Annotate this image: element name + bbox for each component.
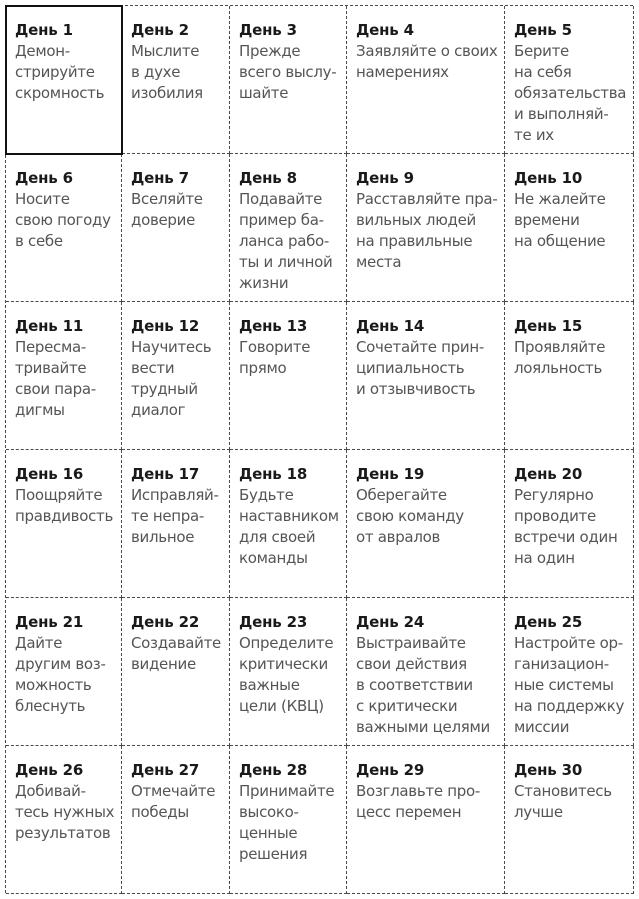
day-cell[interactable]	[230, 746, 347, 894]
day-task-text: Сочетайте прин- ципиальность и отзывчивость	[356, 338, 484, 398]
day-cell[interactable]	[6, 302, 122, 450]
day-label: День 18	[239, 465, 308, 483]
day-label: День 5	[514, 21, 572, 39]
day-label: День 25	[514, 613, 583, 631]
day-task-text: Отмечайте победы	[131, 782, 216, 821]
day-label: День 7	[131, 169, 189, 187]
day-task-text: Подавайте пример ба- ланса рабо- ты и личной жизни	[239, 190, 333, 292]
day-cell[interactable]	[347, 154, 505, 302]
day-cell[interactable]	[505, 302, 634, 450]
day-task-text: Регулярно проводите встречи один на один	[514, 486, 618, 567]
day-task-text: Расставляйте пра- вильных людей на правильные места	[356, 190, 498, 271]
day-cell[interactable]	[505, 154, 634, 302]
day-cell[interactable]	[505, 450, 634, 598]
day-cell[interactable]	[6, 154, 122, 302]
day-label: День 1	[15, 21, 73, 39]
day-task-text: Поощряйте правдивость	[15, 486, 114, 525]
day-task-text: Определите критически важные цели (КВЦ)	[239, 634, 334, 715]
day-label: День 10	[514, 169, 583, 187]
day-cell[interactable]	[230, 598, 347, 746]
day-label: День 15	[514, 317, 583, 335]
day-cell[interactable]	[122, 6, 230, 154]
day-task-text: Выстраивайте свои действия в соответствии с критически важными целями	[356, 634, 490, 736]
day-cell[interactable]	[122, 450, 230, 598]
day-task-text: Не жалейте времени на общение	[514, 190, 606, 250]
day-cell[interactable]	[6, 450, 122, 598]
day-label: День 19	[356, 465, 425, 483]
day-task-text: Настройте ор- ганизацион- ные системы на поддержку миссии	[514, 634, 625, 736]
day-task-text: Вселяйте доверие	[131, 190, 203, 229]
day-cell[interactable]	[122, 598, 230, 746]
day-label: День 28	[239, 761, 308, 779]
day-task-text: Становитесь лучше	[514, 782, 612, 821]
day-label: День 16	[15, 465, 84, 483]
day-task-text: Будьте наставником для своей команды	[239, 486, 339, 567]
day-label: День 29	[356, 761, 425, 779]
day-task-text: Прежде всего выслу- шайте	[239, 42, 337, 102]
day-label: День 13	[239, 317, 308, 335]
day-task-text: Создавайте видение	[131, 634, 221, 673]
day-task-text: Исправляй- те непра- вильное	[131, 486, 219, 546]
day-cell[interactable]	[505, 746, 634, 894]
day-cell[interactable]	[347, 6, 505, 154]
day-label: День 6	[15, 169, 73, 187]
day-label: День 9	[356, 169, 414, 187]
day-cell[interactable]	[347, 450, 505, 598]
day-cell[interactable]	[230, 6, 347, 154]
day-label: День 8	[239, 169, 297, 187]
day-cell[interactable]	[505, 598, 634, 746]
day-calendar-grid	[5, 5, 633, 893]
day-label: День 11	[15, 317, 84, 335]
day-cell[interactable]	[230, 302, 347, 450]
day-cell[interactable]	[347, 302, 505, 450]
day-cell[interactable]	[230, 450, 347, 598]
day-label: День 17	[131, 465, 200, 483]
day-task-text: Возглавьте про- цесс перемен	[356, 782, 480, 821]
day-cell[interactable]	[122, 302, 230, 450]
day-cell[interactable]	[347, 746, 505, 894]
day-label: День 27	[131, 761, 200, 779]
day-cell[interactable]	[230, 154, 347, 302]
day-task-text: Носите свою погоду в себе	[15, 190, 111, 250]
day-cell[interactable]	[122, 746, 230, 894]
day-label: День 3	[239, 21, 297, 39]
day-label: День 2	[131, 21, 189, 39]
day-task-text: Научитесь вести трудный диалог	[131, 338, 212, 419]
day-cell[interactable]	[347, 598, 505, 746]
day-label: День 22	[131, 613, 200, 631]
day-cell[interactable]	[122, 154, 230, 302]
day-task-text: Берите на себя обязательства и выполняй- те их	[514, 42, 627, 144]
day-label: День 30	[514, 761, 583, 779]
day-label: День 26	[15, 761, 84, 779]
day-cell[interactable]	[6, 598, 122, 746]
day-label: День 24	[356, 613, 425, 631]
day-task-text: Говорите прямо	[239, 338, 311, 377]
day-label: День 12	[131, 317, 200, 335]
day-task-text: Мыслите в духе изобилия	[131, 42, 203, 102]
day-task-text: Проявляйте лояльность	[514, 338, 606, 377]
day-task-text: Оберегайте свою команду от авралов	[356, 486, 464, 546]
day-task-text: Пересма- тривайте свои пара- дигмы	[15, 338, 96, 419]
day-label: День 4	[356, 21, 414, 39]
day-label: День 20	[514, 465, 583, 483]
day-task-text: Заявляйте о своих намерениях	[356, 42, 498, 81]
day-cell[interactable]	[6, 746, 122, 894]
day-cell[interactable]	[6, 6, 122, 154]
day-cell[interactable]	[505, 6, 634, 154]
day-task-text: Добивай- тесь нужных результатов	[15, 782, 115, 842]
day-label: День 21	[15, 613, 84, 631]
day-label: День 14	[356, 317, 425, 335]
day-task-text: Принимайте высоко- ценные решения	[239, 782, 335, 863]
day-task-text: Дайте другим воз- можность блеснуть	[15, 634, 106, 715]
day-label: День 23	[239, 613, 308, 631]
day-task-text: Демон- стрируйте скромность	[15, 42, 105, 102]
